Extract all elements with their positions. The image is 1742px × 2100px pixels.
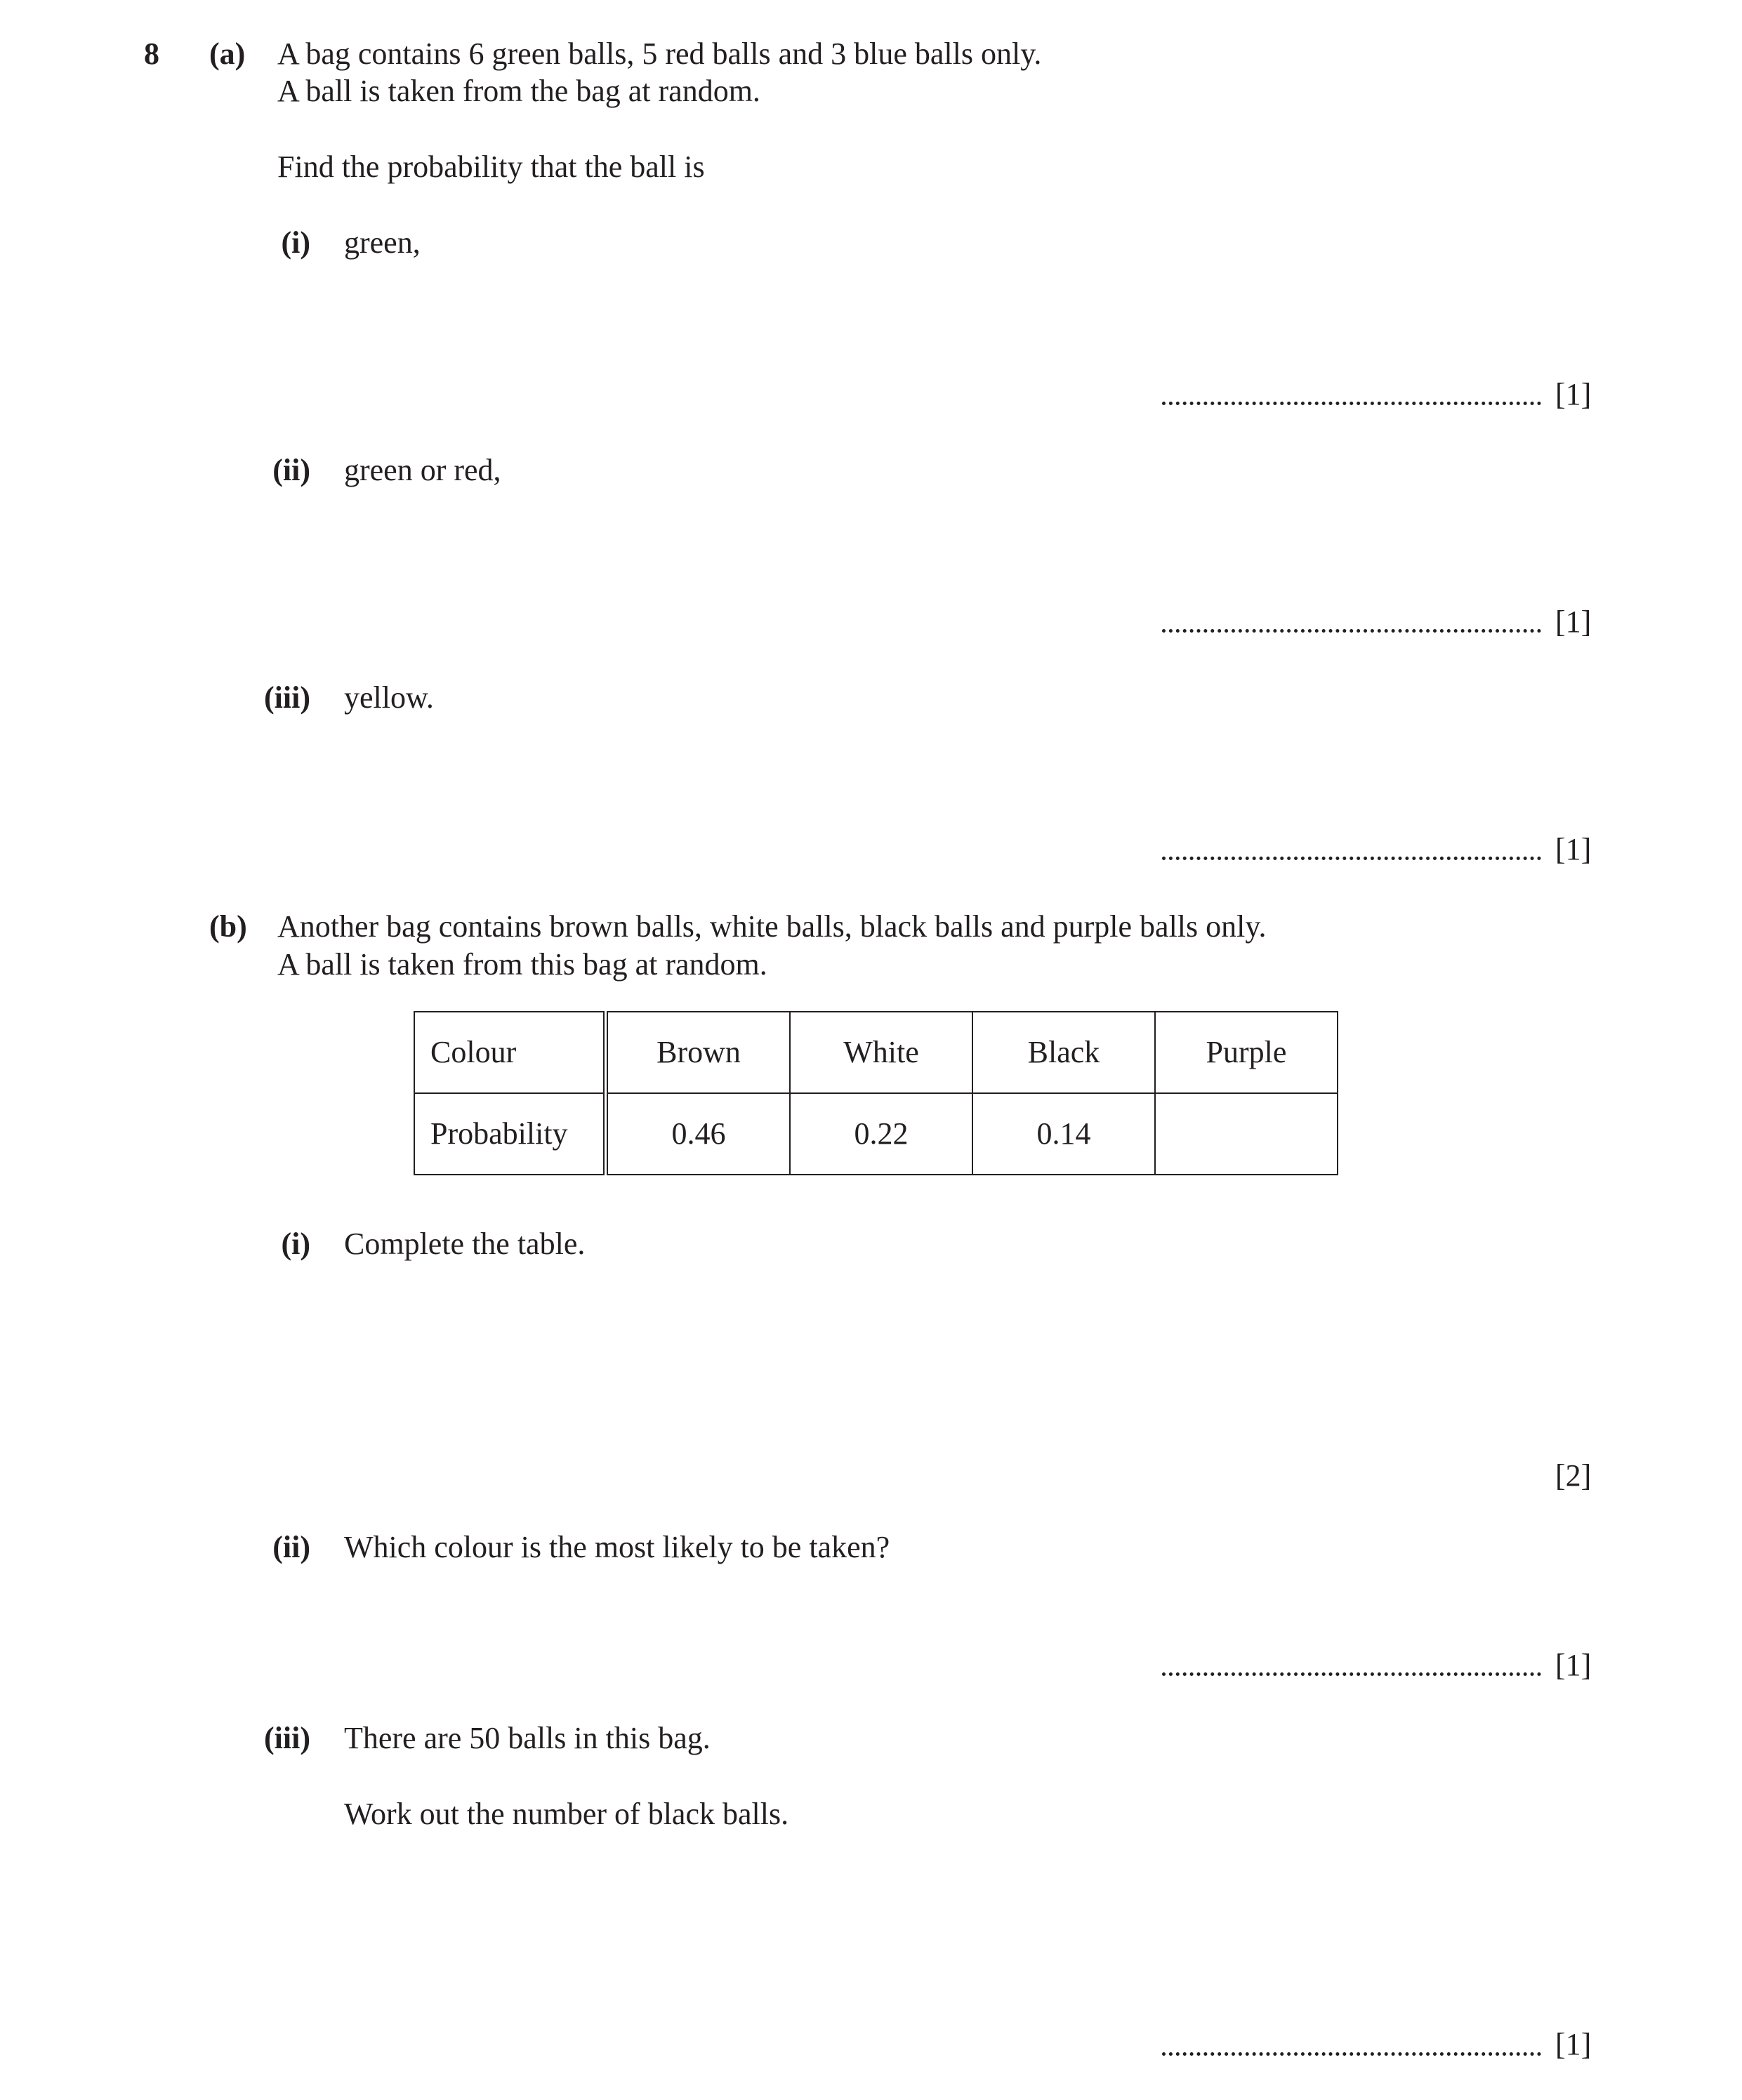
answer-line-a-ii[interactable] xyxy=(1162,629,1541,633)
marks-b-i: [2] xyxy=(1555,1458,1592,1493)
part-a-iii-text: yellow. xyxy=(344,680,434,715)
colour-purple: Purple xyxy=(1155,1012,1338,1093)
probability-white: 0.22 xyxy=(790,1093,972,1175)
part-b-ii-label: (ii) xyxy=(272,1530,310,1564)
probability-table xyxy=(414,1011,1338,1175)
marks-b-ii: [1] xyxy=(1555,1648,1592,1682)
part-a-instruction: Find the probability that the ball is xyxy=(277,150,705,184)
part-a-ii-text: green or red, xyxy=(344,453,501,487)
probability-brown: 0.46 xyxy=(606,1093,791,1175)
part-a-ii-label: (ii) xyxy=(272,453,310,487)
probability-black: 0.14 xyxy=(972,1093,1155,1175)
part-b-i-text: Complete the table. xyxy=(344,1227,586,1261)
colour-black: Black xyxy=(972,1012,1155,1093)
part-b-iii-text2: Work out the number of black balls. xyxy=(344,1797,789,1831)
colour-white: White xyxy=(790,1012,972,1093)
part-a-line2: A ball is taken from the bag at random. xyxy=(277,74,760,108)
row-header-colour: Colour xyxy=(414,1012,606,1093)
part-a-label: (a) xyxy=(209,37,246,71)
part-a-line1: A bag contains 6 green balls, 5 red balls and 3 blue balls only. xyxy=(277,37,1042,71)
part-b-label: (b) xyxy=(209,909,247,944)
part-b-iii-label: (iii) xyxy=(264,1721,310,1755)
marks-a-iii: [1] xyxy=(1555,832,1592,866)
table-row-colour xyxy=(414,1012,1338,1093)
part-a-iii-label: (iii) xyxy=(264,680,310,715)
answer-line-b-ii[interactable] xyxy=(1162,1672,1541,1676)
part-b-ii-text: Which colour is the most likely to be taken? xyxy=(344,1530,890,1564)
row-header-probability: Probability xyxy=(414,1093,606,1175)
marks-a-i: [1] xyxy=(1555,377,1592,411)
marks-a-ii: [1] xyxy=(1555,605,1592,639)
answer-line-b-iii[interactable] xyxy=(1162,2052,1541,2056)
probability-purple-answer-cell[interactable] xyxy=(1155,1093,1338,1175)
question-number: 8 xyxy=(144,37,159,71)
marks-b-iii: [1] xyxy=(1555,2027,1592,2061)
part-b-line2: A ball is taken from this bag at random. xyxy=(277,947,767,982)
part-a-i-label: (i) xyxy=(281,225,310,260)
colour-brown: Brown xyxy=(606,1012,791,1093)
part-b-line1: Another bag contains brown balls, white balls, black balls and purple balls only. xyxy=(277,909,1267,944)
table-row-probability xyxy=(414,1093,1338,1175)
answer-line-a-i[interactable] xyxy=(1162,402,1541,405)
part-a-i-text: green, xyxy=(344,225,421,260)
answer-line-a-iii[interactable] xyxy=(1162,857,1541,860)
part-b-i-label: (i) xyxy=(281,1227,310,1261)
part-b-iii-text: There are 50 balls in this bag. xyxy=(344,1721,711,1755)
